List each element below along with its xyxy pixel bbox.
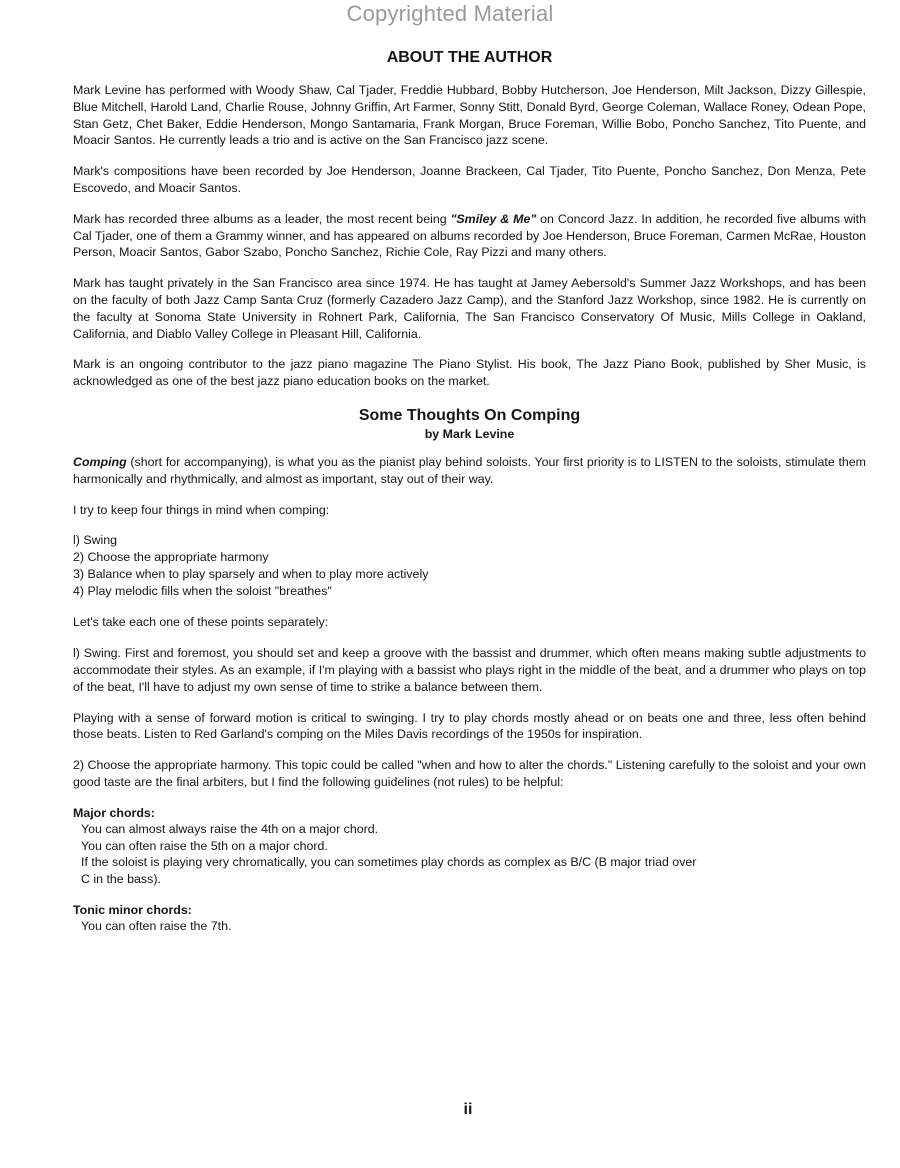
four-things-line: I try to keep four things in mind when comping: (73, 502, 330, 517)
about-paragraph-albums (73, 211, 866, 261)
album-title: "Smiley & Me" (450, 211, 537, 226)
guideline-line: You can often raise the 5th on a major chord. (81, 838, 328, 853)
guideline-line: You can often raise the 7th. (81, 918, 232, 933)
list-item: 2) Choose the appropriate harmony (73, 550, 269, 565)
comping-intro-text: (short for accompanying), is what you as the pianist play behind soloists. Your first priority is to LISTEN to the soloists, stimulate them harmonically and rhythmically, and almost as important, stay out of their way. (73, 454, 866, 486)
major-chords-heading: Major chords: (73, 805, 155, 820)
list-item: l) Swing (73, 533, 118, 548)
copyright-watermark: Copyrighted Material (346, 1, 554, 26)
about-paragraph-teaching: Mark has taught privately in the San Francisco area since 1974. He has taught at Jamey Aebersold's Summer Jazz Workshops, and has been on the faculty of both Jazz Camp Santa Cruz (formerly Cazadero Jazz Camp), and the Stanford Jazz Workshop, since 1982. He is currently on the faculty at Sonoma State University in Rohnert Park, California, The San Francisco Conservatory Of Music, Mills College in Oakland, California, and Diablo Valley College in Pleasant Hill, California. (73, 276, 866, 341)
albums-text-before: Mark has recorded three albums as a leader, the most recent being (73, 211, 451, 226)
major-chords-guidelines (73, 821, 841, 888)
comping-heading: Some Thoughts On Comping (358, 406, 581, 424)
about-paragraph-compositions: Mark's compositions have been recorded by Joe Henderson, Joanne Brackeen, Cal Tjader, Tito Puente, Poncho Sanchez, Don Menza, Pete Escovedo, and Moacir Santos. (73, 164, 866, 195)
page-content (73, 48, 866, 949)
guideline-line: C in the bass). (81, 872, 161, 887)
tonic-minor-guidelines (73, 918, 841, 935)
comping-byline: by Mark Levine (424, 426, 515, 441)
about-author-heading: ABOUT THE AUTHOR (386, 49, 553, 66)
harmony-paragraph: 2) Choose the appropriate harmony. This topic could be called "when and how to alter the chords." Listening carefully to the soloist and your own good taste are the final arbiters, but I find the following guidelines (not rules) to be helpful: (73, 758, 866, 789)
swing-paragraph-forward-motion: Playing with a sense of forward motion is critical to swinging. I try to play chords mostly ahead or on beats one and three, less often behind those beats. Listen to Red Garland's comping on the Miles Davis recordings of the 1950s for inspiration. (73, 710, 866, 742)
comping-term: Comping (73, 454, 127, 469)
about-paragraph-performers: Mark Levine has performed with Woody Shaw, Cal Tjader, Freddie Hubbard, Bobby Hutcherson, Joe Henderson, Milt Jackson, Dizzy Gillespie, Blue Mitchell, Harold Land, Charlie Rouse, Johnny Griffin, Art Farmer, Sonny Stitt, Donald Byrd, George Coleman, Wallace Roney, Odean Pope, Stan Getz, Chet Baker, Eddie Henderson, Mongo Santamaria, Frank Morgan, Bruce Foreman, Willie Bobo, Poncho Sanchez, Tito Puente, and Moacir Santos. He currently leads a trio and is active on the San Francisco jazz scene. (73, 83, 866, 148)
guideline-line: If the soloist is playing very chromatically, you can sometimes play chords as complex as B/C (B major triad over (81, 855, 697, 870)
guideline-line: You can almost always raise the 4th on a major chord. (81, 821, 379, 836)
list-item: 4) Play melodic fills when the soloist "breathes" (73, 584, 332, 599)
list-item: 3) Balance when to play sparsely and when to play more actively (73, 567, 429, 582)
page-number: ii (463, 1101, 473, 1118)
swing-paragraph-groove: l) Swing. First and foremost, you should set and keep a groove with the bassist and drummer, which often means making subtle adjustments to accommodate their styles. As an example, if I'm playing with a bassist who plays right in the middle of the beat, and a drummer who plays on top of the beat, I'll have to adjust my own sense of time to strike a balance between them. (73, 646, 866, 694)
comping-intro-paragraph (73, 454, 866, 488)
separately-line: Let's take each one of these points separately: (73, 615, 329, 630)
albums-text-after: on Concord Jazz. In addition, he recorded five albums with Cal Tjader, one of them a Grammy winner, and has appeared on albums recorded by Joe Henderson, Bruce Foreman, Carmen McRae, Houston Person, Moacir Santos, Gabor Szabo, Poncho Sanchez, Richie Cole, Ray Pizzi and many others. (73, 211, 867, 260)
about-paragraph-contributor: Mark is an ongoing contributor to the jazz piano magazine The Piano Stylist. His book, The Jazz Piano Book, published by Sher Music, is acknowledged as one of the best jazz piano education books on the market. (73, 357, 866, 389)
comping-points-list (73, 532, 866, 600)
tonic-minor-heading: Tonic minor chords: (73, 902, 192, 917)
